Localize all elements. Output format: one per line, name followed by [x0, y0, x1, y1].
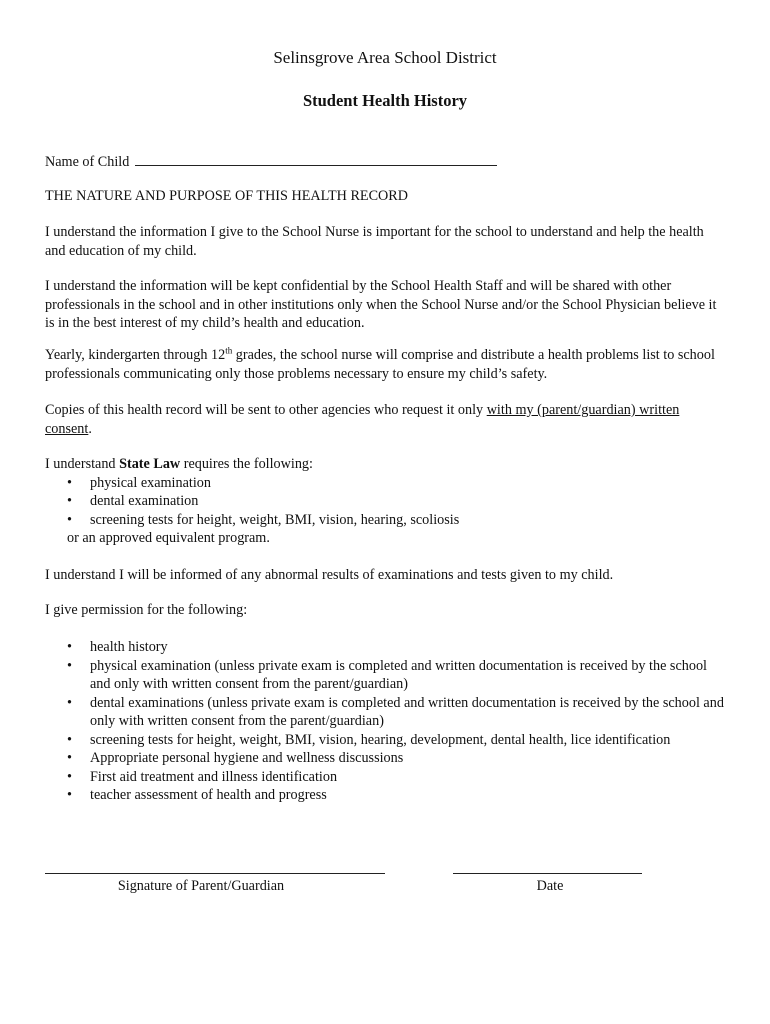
p4-text-end: .	[88, 420, 92, 437]
district-name: Selinsgrove Area School District	[273, 48, 497, 67]
document-title: Student Health History	[302, 91, 468, 110]
date-label: Date	[536, 878, 564, 894]
p3-text-start: Yearly, kindergarten through 12	[45, 347, 226, 363]
name-of-child-row	[45, 151, 725, 172]
list-item: • Appropriate personal hygiene and wellness discussions	[45, 749, 725, 768]
state-law-bold: State Law	[119, 456, 181, 472]
list-item: • screening tests for height, weight, BMI, vision, hearing, development, dental health, lice identification	[45, 731, 725, 750]
p4-text-start: Copies of this health record will be sent to other agencies who request it only	[45, 402, 487, 418]
list-item: • screening tests for height, weight, BMI, vision, hearing, scoliosis	[45, 511, 725, 530]
state-law-intro-start: I understand	[45, 456, 120, 472]
p3-superscript: th	[225, 345, 233, 356]
list-item: • First aid treatment and illness identification	[45, 768, 725, 787]
permission-list	[45, 638, 725, 805]
permission-list-container	[45, 638, 725, 805]
state-law-intro	[45, 455, 725, 474]
paragraph-health-problems-list	[45, 346, 725, 383]
list-item: • dental examinations (unless private exam is completed and written documentation is received by the school and only with written consent from the parent/guardian)	[45, 694, 725, 731]
state-law-intro-end: requires the following:	[180, 456, 313, 472]
paragraph-confidentiality: I understand the information will be kept confidential by the School Health Staff and will be shared with other professionals in the school and in other institutions only when the School Nurse and/or the School Physician believe it is in the best interest of my child’s health and education.	[45, 278, 717, 331]
section-heading: THE NATURE AND PURPOSE OF THIS HEALTH RECORD	[45, 188, 408, 204]
paragraph-information-importance: I understand the information I give to the School Nurse is important for the school to understand and help the health and education of my child.	[45, 224, 704, 259]
list-item: • dental examination	[45, 492, 725, 511]
name-of-child-label: Name of Child	[45, 154, 130, 170]
list-item: • physical examination (unless private exam is completed and written documentation is received by the school and only with written consent from the parent/guardian)	[45, 657, 725, 694]
date-line[interactable]	[453, 873, 642, 874]
list-item: • teacher assessment of health and progress	[45, 786, 725, 805]
list-item: • health history	[45, 638, 725, 657]
state-law-list	[45, 474, 725, 530]
name-of-child-field[interactable]	[135, 151, 497, 166]
p4-underlined-consent: with my (parent/guardian) written consent	[45, 402, 680, 437]
p3-text-end: grades, the school nurse will comprise and distribute a health problems list to school professionals communicating only those problems necessary to ensure my child’s safety.	[45, 347, 715, 382]
parent-signature-line[interactable]	[45, 873, 385, 874]
list-item: • physical examination	[45, 474, 725, 493]
parent-signature-label: Signature of Parent/Guardian	[117, 878, 285, 894]
state-law-section	[45, 455, 725, 548]
paragraph-permission: I give permission for the following:	[45, 602, 248, 618]
paragraph-copies	[45, 401, 725, 438]
paragraph-abnormal-results: I understand I will be informed of any abnormal results of examinations and tests given to my child.	[45, 567, 614, 583]
state-law-tail: or an approved equivalent program.	[67, 530, 270, 546]
